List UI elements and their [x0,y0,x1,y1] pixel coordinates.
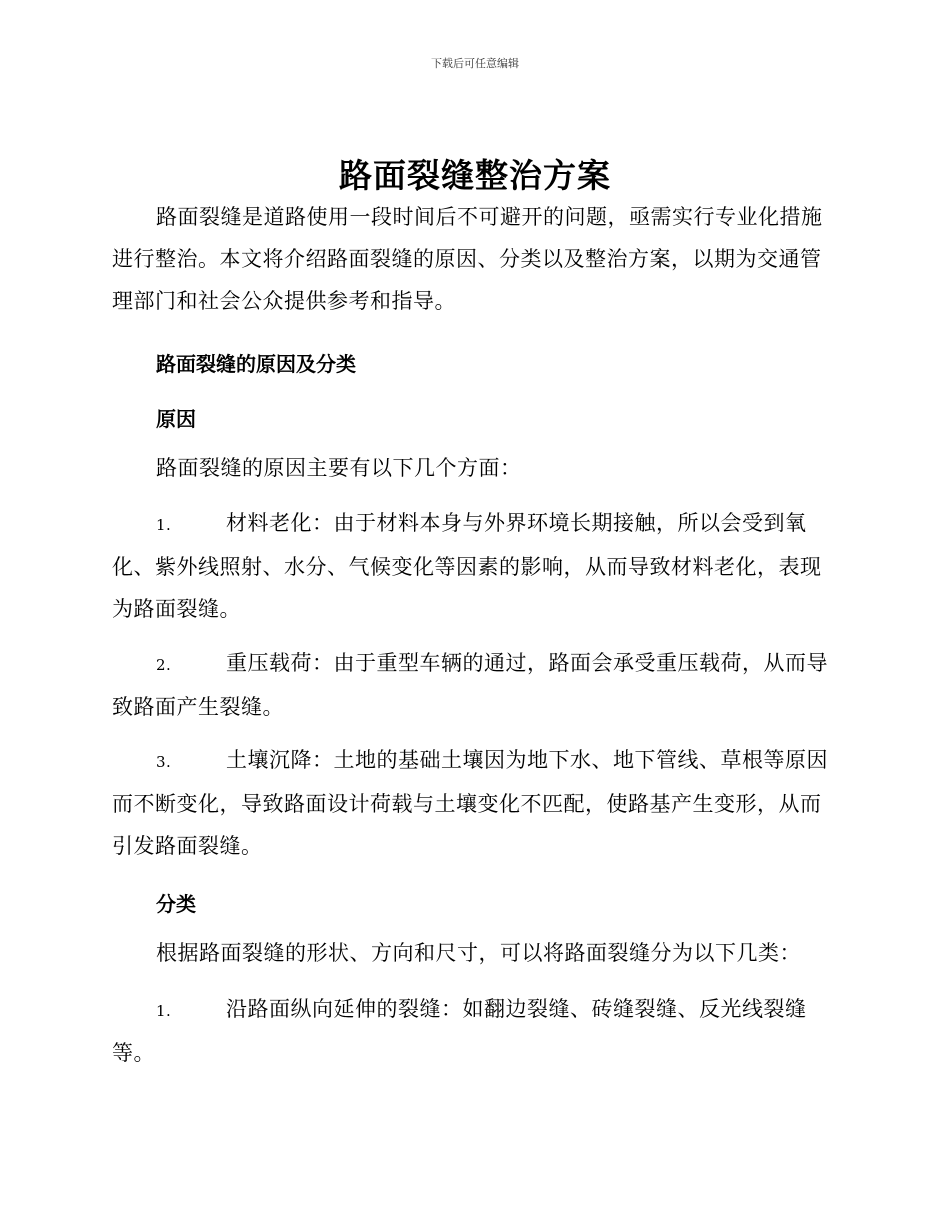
list-number: 2. [156,656,172,674]
intro-text: 路面裂缝是道路使用一段时间后不可避开的问题，亟需实行专业化措施进行整治。本文将介绍路面裂缝的原因、分类以及整治方案，以期为交通管理部门和社会公众提供参考和指导。 [112,205,823,313]
type-item-1 [112,988,834,1074]
subheading-causes: 原因 [156,407,196,431]
list-number: 1. [156,1002,172,1020]
intro-paragraph [112,196,834,322]
list-number: 1. [156,516,172,534]
list-item-text: 材料老化：由于材料本身与外界环境长期接触，所以会受到氧化、紫外线照射、水分、气候变化等因素的影响，从而导致材料老化，表现为路面裂缝。 [112,511,822,621]
cause-item-2 [112,642,834,728]
subheading-types: 分类 [156,892,196,916]
document-title: 路面裂缝整治方案 [339,156,611,195]
list-item-text: 土壤沉降：土地的基础土壤因为地下水、地下管线、草根等原因而不断变化，导致路面设计荷载与土壤变化不匹配，使路基产生变形，从而引发路面裂缝。 [112,748,828,858]
causes-intro-paragraph [112,447,834,489]
cause-item-1 [112,502,834,630]
list-item-text: 沿路面纵向延伸的裂缝：如翻边裂缝、砖缝裂缝、反光线裂缝等。 [112,997,807,1065]
list-item-text: 重压载荷：由于重型车辆的通过，路面会承受重压载荷，从而导致路面产生裂缝。 [112,651,828,719]
section-heading-causes-types: 路面裂缝的原因及分类 [156,352,356,376]
header-note: 下载后可任意编辑 [431,57,519,70]
types-intro-text: 根据路面裂缝的形状、方向和尺寸，可以将路面裂缝分为以下几类： [156,941,801,965]
cause-item-3 [112,739,834,867]
list-number: 3. [156,753,172,771]
causes-intro-text: 路面裂缝的原因主要有以下几个方面： [156,456,522,480]
types-intro-paragraph [112,932,834,974]
